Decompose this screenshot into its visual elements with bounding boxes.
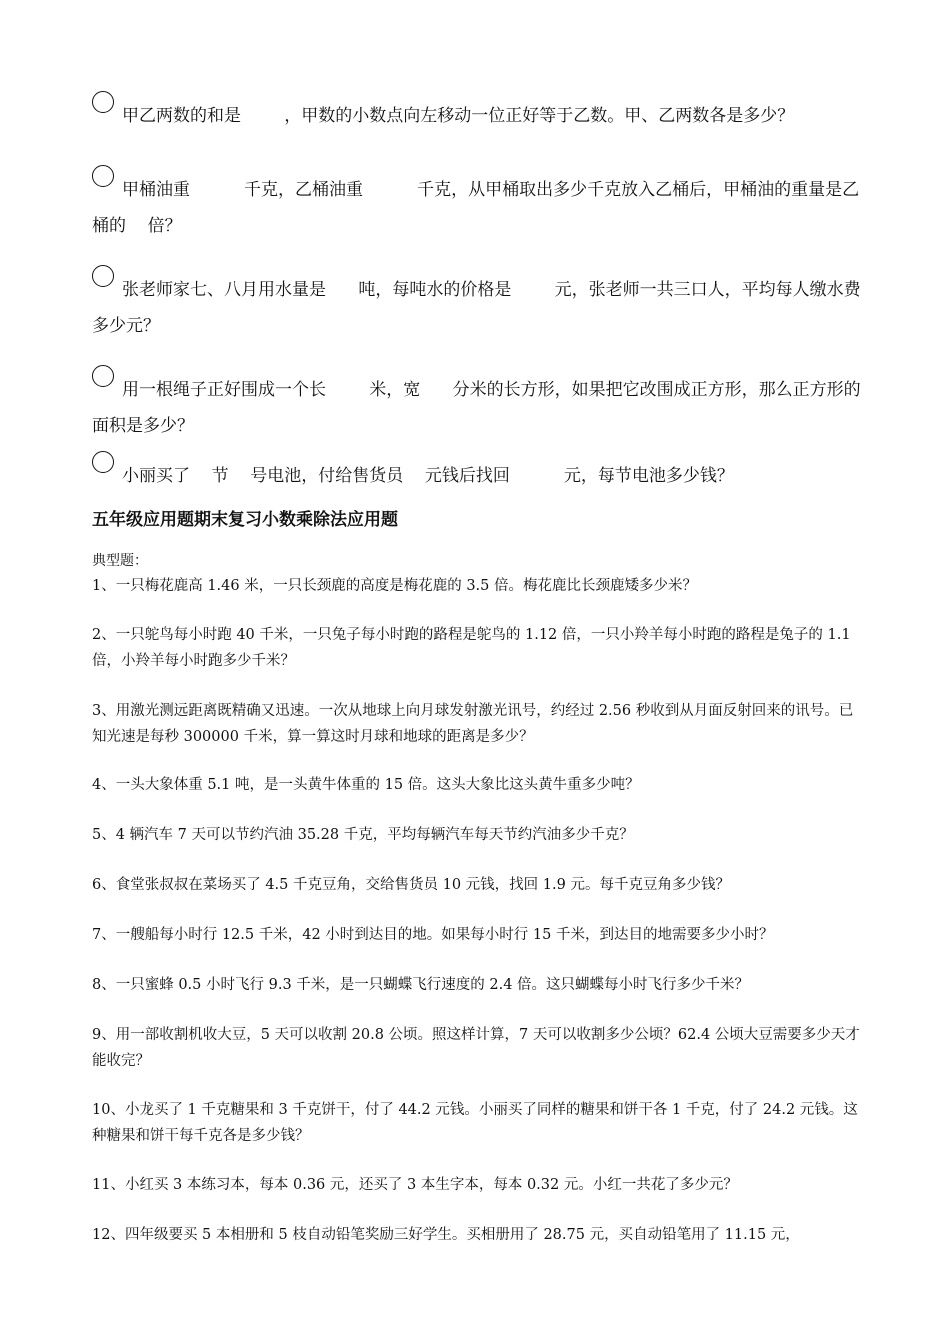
section-title: 五年级应用题期末复习小数乘除法应用题 [92,510,398,530]
problem-item: 11、小红买 3 本练习本，每本 0.36 元，还买了 3 本生字本，每本 0.32 元。小红一共花了多少元？ [92,1177,738,1193]
question-text: 小丽买了 节 号电池，付给售货员 元钱后找回 元，每节电池多少钱？ [122,466,734,486]
problem-item: 4、一头大象体重 5.1 吨，是一头黄牛体重的 15 倍。这头大象比这头黄牛重多少吨？ [92,777,640,793]
circle-question-2 [92,172,864,244]
circle-marker-icon [92,165,114,187]
question-text: 甲桶油重 千克，乙桶油重 千克，从甲桶取出多少千克放入乙桶后，甲桶油的重量是乙桶的 倍？ [92,180,860,236]
question-text: 用一根绳子正好围成一个长 米，宽 分米的长方形，如果把它改围成正方形，那么正方形的面积是多少？ [92,380,861,436]
problem-item: 2、一只鸵鸟每小时跑 40 千米，一只兔子每小时跑的路程是鸵鸟的 1.12 倍，一只小羚羊每小时跑的路程是兔子的 1.1 倍，小羚羊每小时跑多少千米？ [92,627,851,669]
problem-item: 5、4 辆汽车 7 天可以节约汽油 35.28 千克，平均每辆汽车每天节约汽油多少千克？ [92,827,634,843]
problem-item: 9、用一部收割机收大豆，5 天可以收割 20.8 公顷。照这样计算，7 天可以收割多少公顷？62.4 公顷大豆需要多少天才能收完？ [92,1027,860,1069]
problem-item: 8、一只蜜蜂 0.5 小时飞行 9.3 千米，是一只蝴蝶飞行速度的 2.4 倍。这只蝴蝶每小时飞行多少千米？ [92,977,750,993]
question-text: 张老师家七、八月用水量是 吨，每吨水的价格是 元，张老师一共三口人，平均每人缴水费多少元？ [92,280,861,336]
problem-item: 1、一只梅花鹿高 1.46 米，一只长颈鹿的高度是梅花鹿的 3.5 倍。梅花鹿比长颈鹿矮多少米？ [92,578,698,594]
circle-question-3 [92,272,864,344]
problem-item: 12、四年级要买 5 本相册和 5 枝自动铅笔奖励三好学生。买相册用了 28.75 元，买自动铅笔用了 11.15 元， [92,1227,800,1243]
problem-item: 10、小龙买了 1 千克糖果和 3 千克饼干，付了 44.2 元钱。小丽买了同样的糖果和饼干各 1 千克，付了 24.2 元钱。这种糖果和饼干每千克各是多少钱？ [92,1102,858,1144]
circle-marker-icon [92,265,114,287]
section-subtitle: 典型题： [92,553,148,569]
circle-question-1 [92,98,864,134]
problem-item: 7、一艘船每小时行 12.5 千米，42 小时到达目的地。如果每小时行 15 千米，到达目的地需要多少小时？ [92,927,774,943]
problem-item: 6、食堂张叔叔在菜场买了 4.5 千克豆角，交给售货员 10 元钱，找回 1.9 元。每千克豆角多少钱？ [92,877,730,893]
problem-item: 3、用激光测远距离既精确又迅速。一次从地球上向月球发射激光讯号，约经过 2.56 秒收到从月面反射回来的讯号。已知光速是每秒 300000 千米，算一算这时月球和地球的距离是多少？ [92,703,854,745]
question-text: 甲乙两数的和是 ，甲数的小数点向左移动一位正好等于乙数。甲、乙两数各是多少？ [122,106,795,126]
circle-marker-icon [92,91,114,113]
circle-marker-icon [92,451,114,473]
circle-question-5 [92,458,864,494]
circle-marker-icon [92,365,114,387]
circle-question-4 [92,372,864,444]
